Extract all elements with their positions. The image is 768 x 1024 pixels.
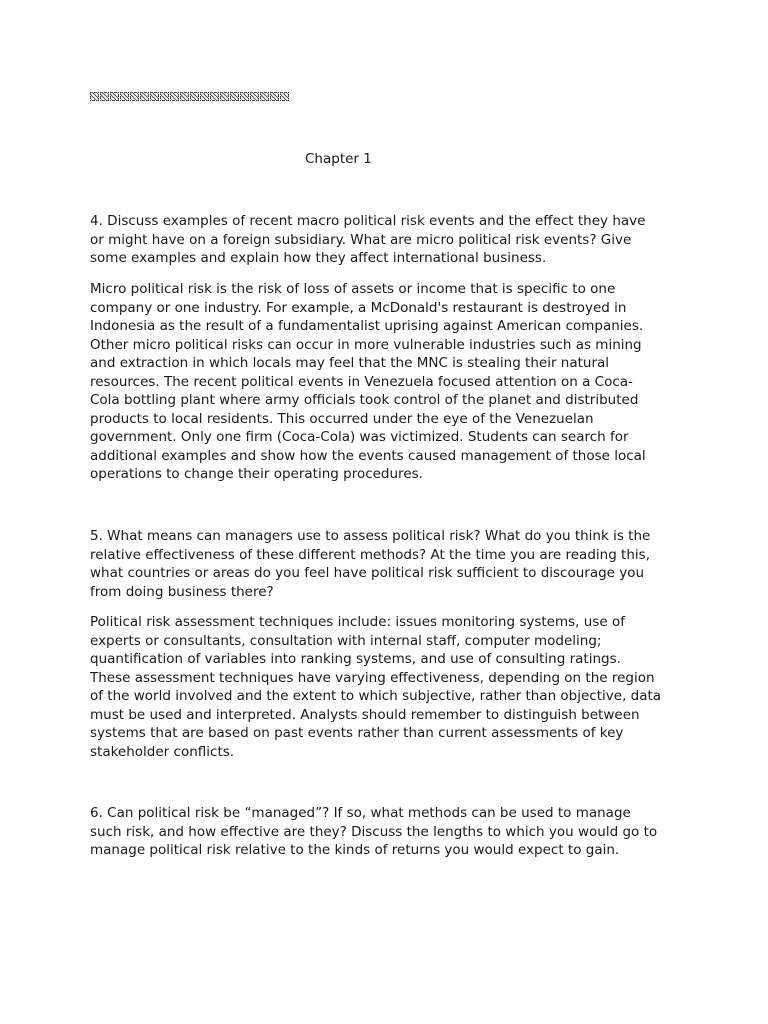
question-5 xyxy=(90,527,690,601)
garbled-glyph-icon xyxy=(110,92,119,101)
text-line: Political risk assessment techniques include: issues monitoring systems, use of xyxy=(90,614,625,630)
text-line: Cola bottling plant where army officials took control of the planet and distributed xyxy=(90,392,639,408)
garbled-glyph-icon xyxy=(130,92,139,101)
garbled-glyph-icon xyxy=(280,92,289,101)
garbled-header-icon xyxy=(90,92,298,102)
garbled-glyph-icon xyxy=(100,92,109,101)
text-line: and extraction in which locals may feel that the MNC is stealing their natural xyxy=(90,355,610,371)
garbled-glyph-icon xyxy=(140,92,149,101)
garbled-glyph-icon xyxy=(220,92,229,101)
text-line: These assessment techniques have varying effectiveness, depending on the region xyxy=(90,669,655,686)
chapter-title: Chapter 1 xyxy=(305,151,372,167)
text-line: relative effectiveness of these different methods? At the time you are reading this, xyxy=(90,546,650,563)
text-line: additional examples and show how the events caused management of those local xyxy=(90,447,646,464)
text-line: Other micro political risks can occur in more vulnerable industries such as mining xyxy=(90,336,642,353)
garbled-glyph-icon xyxy=(120,92,129,101)
answer-4 xyxy=(90,280,690,484)
text-line: some examples and explain how they affect international business. xyxy=(90,250,547,266)
garbled-glyph-icon xyxy=(260,92,269,101)
garbled-glyph-icon xyxy=(90,92,99,101)
garbled-glyph-icon xyxy=(270,92,279,101)
text-line: 6. Can political risk be “managed”? If so, what methods can be used to manage xyxy=(90,805,631,821)
text-line: products to local residents. This occurred under the eye of the Venezuelan xyxy=(90,410,594,427)
garbled-glyph-icon xyxy=(230,92,239,101)
question-6 xyxy=(90,804,690,860)
garbled-glyph-icon xyxy=(150,92,159,101)
text-line: company or one industry. For example, a McDonald's restaurant is destroyed in xyxy=(90,299,627,316)
text-line: stakeholder conflicts. xyxy=(90,743,235,760)
garbled-glyph-icon xyxy=(250,92,259,101)
text-line: manage political risk relative to the kinds of returns you would expect to gain. xyxy=(90,842,620,858)
garbled-glyph-icon xyxy=(240,92,249,101)
garbled-glyph-icon xyxy=(180,92,189,101)
garbled-glyph-icon xyxy=(160,92,169,101)
text-line: what countries or areas do you feel have political risk sufficient to discourage you xyxy=(90,565,645,581)
garbled-glyph-icon xyxy=(210,92,219,101)
text-line: systems that are based on past events rather than current assessments of key xyxy=(90,725,624,741)
text-line: 5. What means can managers use to assess political risk? What do you think is the xyxy=(90,528,651,544)
text-line: or might have on a foreign subsidiary. What are micro political risk events? Give xyxy=(90,231,632,248)
text-line: quantification of variables into ranking systems, and use of consulting ratings. xyxy=(90,651,621,667)
text-line: Indonesia as the result of a fundamentalist uprising against American companies. xyxy=(90,318,644,334)
text-line: must be used and interpreted. Analysts should remember to distinguish between xyxy=(90,706,640,723)
text-line: resources. The recent political events in Venezuela focused attention on a Coca- xyxy=(90,373,633,390)
question-4 xyxy=(90,212,690,268)
garbled-glyph-icon xyxy=(190,92,199,101)
text-line: government. Only one firm (Coca-Cola) was victimized. Students can search for xyxy=(90,429,629,445)
text-line: experts or consultants, consultation with internal staff, computer modeling; xyxy=(90,632,602,649)
garbled-glyph-icon xyxy=(170,92,179,101)
text-line: of the world involved and the extent to which subjective, rather than objective, data xyxy=(90,688,662,704)
garbled-glyph-icon xyxy=(200,92,209,101)
text-line: 4. Discuss examples of recent macro political risk events and the effect they have xyxy=(90,213,646,229)
text-line: Micro political risk is the risk of loss of assets or income that is specific to one xyxy=(90,281,616,297)
text-line: operations to change their operating procedures. xyxy=(90,466,423,482)
answer-5 xyxy=(90,613,690,761)
text-line: such risk, and how effective are they? Discuss the lengths to which you would go to xyxy=(90,823,658,840)
text-line: from doing business there? xyxy=(90,583,274,600)
